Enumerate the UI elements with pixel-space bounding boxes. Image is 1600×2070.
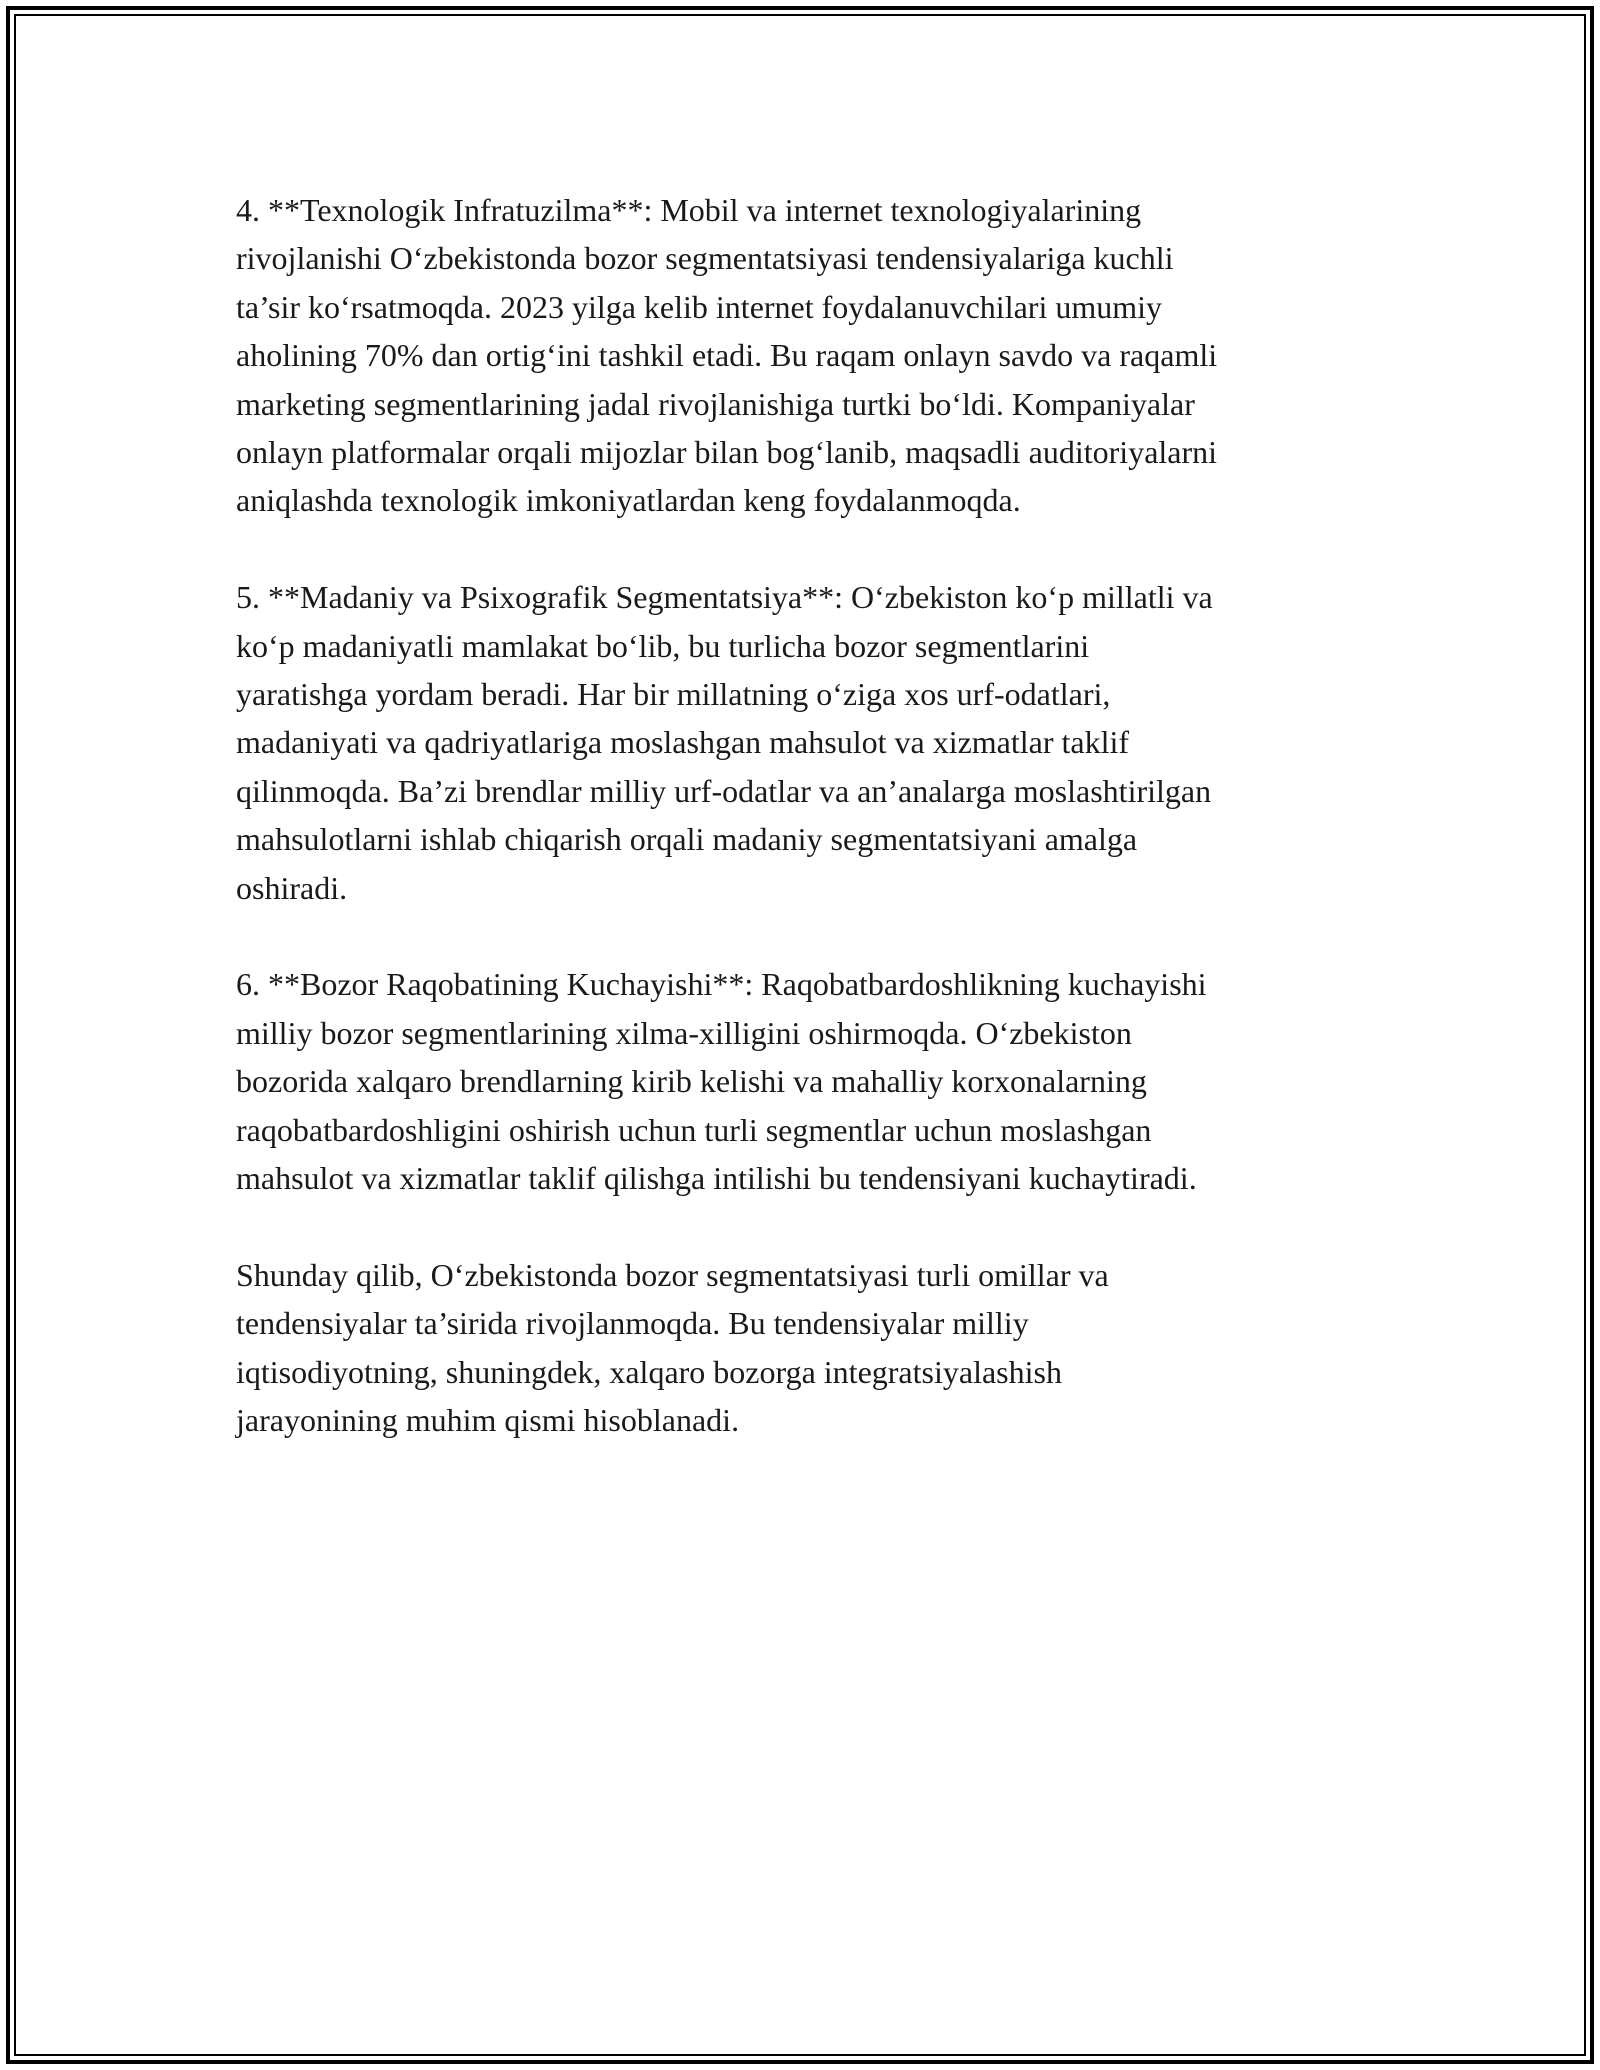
- text-line: 6. **Bozor Raqobatining Kuchayishi**: Raqobatbardoshlikning kuchayishi: [236, 966, 1207, 1003]
- paragraph-technological-infrastructure: [236, 186, 1386, 525]
- text-line: ko‘p madaniyatli mamlakat bo‘lib, bu turlicha bozor segmentlarini: [236, 627, 1090, 664]
- text-line: ta’sir ko‘rsatmoqda. 2023 yilga kelib internet foydalanuvchilari umumiy: [236, 288, 1162, 325]
- text-line: yaratishga yordam beradi. Har bir millatning o‘ziga xos urf-odatlari,: [236, 676, 1111, 713]
- text-line: jarayonining muhim qismi hisoblanadi.: [236, 1402, 740, 1439]
- document-body: [236, 186, 1386, 1445]
- text-line: iqtisodiyotning, shuningdek, xalqaro bozorga integratsiyalashish: [236, 1353, 1062, 1390]
- text-line: bozorida xalqaro brendlarning kirib kelishi va mahalliy korxonalarning: [236, 1063, 1147, 1100]
- text-line: 4. **Texnologik Infratuzilma**: Mobil va internet texnologiyalarining: [236, 192, 1142, 228]
- text-line: mahsulotlarni ishlab chiqarish orqali madaniy segmentatsiyani amalga: [236, 821, 1138, 858]
- text-line: aholining 70% dan ortig‘ini tashkil etadi. Bu raqam onlayn savdo va raqamli: [236, 337, 1218, 374]
- text-line: oshiradi.: [236, 869, 348, 906]
- text-line: onlayn platformalar orqali mijozlar bilan bog‘lanib, maqsadli auditoriyalarni: [236, 434, 1218, 471]
- paragraph-cultural-segmentation: [236, 573, 1386, 912]
- text-line: aniqlashda texnologik imkoniyatlardan keng foydalanmoqda.: [236, 482, 1021, 519]
- text-line: raqobatbardoshligini oshirish uchun turli segmentlar uchun moslashgan: [236, 1111, 1152, 1148]
- text-line: milliy bozor segmentlarining xilma-xilligini oshirmoqda. O‘zbekiston: [236, 1014, 1132, 1051]
- paragraph-conclusion: [236, 1251, 1386, 1445]
- text-line: tendensiyalar ta’sirida rivojlanmoqda. Bu tendensiyalar milliy: [236, 1305, 1029, 1342]
- text-line: rivojlanishi O‘zbekistonda bozor segmentatsiyasi tendensiyalariga kuchli: [236, 240, 1174, 277]
- text-line: 5. **Madaniy va Psixografik Segmentatsiya**: O‘zbekiston ko‘p millatli va: [236, 579, 1213, 616]
- text-line: Shunday qilib, O‘zbekistonda bozor segmentatsiyasi turli omillar va: [236, 1256, 1109, 1293]
- text-line: qilinmoqda. Ba’zi brendlar milliy urf-odatlar va an’analarga moslashtirilgan: [236, 772, 1212, 809]
- text-line: marketing segmentlarining jadal rivojlanishiga turtki bo‘ldi. Kompaniyalar: [236, 385, 1195, 422]
- text-line: madaniyati va qadriyatlariga moslashgan mahsulot va xizmatlar taklif: [236, 724, 1130, 761]
- paragraph-market-competition: [236, 960, 1386, 1202]
- text-line: mahsulot va xizmatlar taklif qilishga intilishi bu tendensiyani kuchaytiradi.: [236, 1160, 1197, 1197]
